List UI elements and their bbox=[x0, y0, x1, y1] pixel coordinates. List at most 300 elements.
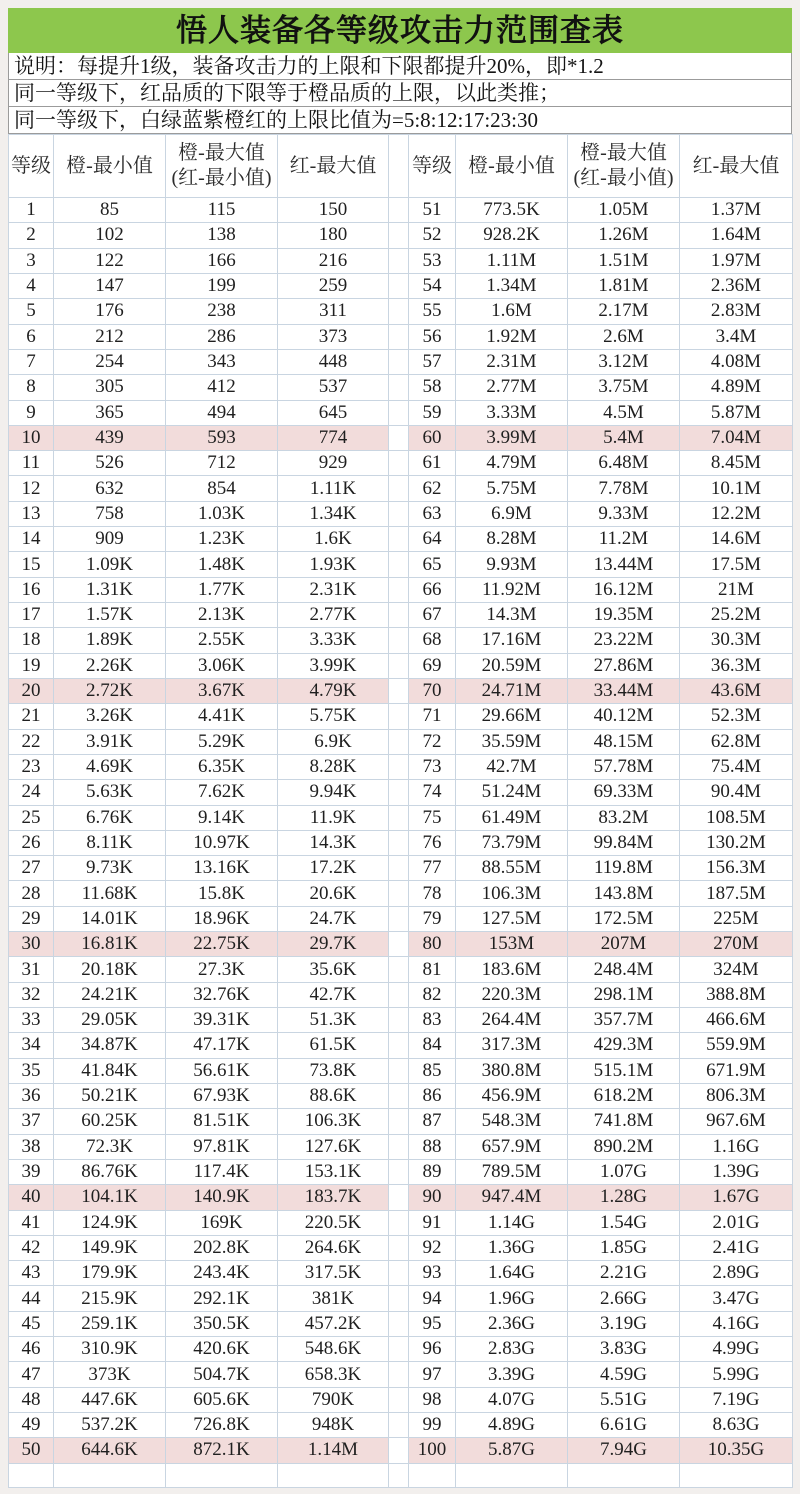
orange-min-cell: 9.93M bbox=[456, 552, 568, 577]
orange-min-cell: 51.24M bbox=[456, 780, 568, 805]
table-row bbox=[9, 1083, 793, 1108]
level-cell: 22 bbox=[9, 729, 54, 754]
orange-min-cell: 16.81K bbox=[54, 932, 166, 957]
gap-cell bbox=[389, 349, 409, 374]
level-cell: 39 bbox=[9, 1159, 54, 1184]
orange-min-cell: 264.4M bbox=[456, 1008, 568, 1033]
red-max-cell: 324M bbox=[680, 957, 793, 982]
orange-max-cell: 1.54G bbox=[568, 1210, 680, 1235]
red-max-cell: 270M bbox=[680, 932, 793, 957]
orange-min-cell: 29.66M bbox=[456, 704, 568, 729]
orange-max-cell: 83.2M bbox=[568, 805, 680, 830]
orange-min-cell: 1.09K bbox=[54, 552, 166, 577]
red-max-cell: 156.3M bbox=[680, 856, 793, 881]
orange-min-cell: 60.25K bbox=[54, 1109, 166, 1134]
orange-max-cell: 143.8M bbox=[568, 881, 680, 906]
red-max-cell: 220.5K bbox=[278, 1210, 389, 1235]
orange-max-cell: 494 bbox=[166, 400, 278, 425]
orange-max-cell: 27.86M bbox=[568, 653, 680, 678]
gap-cell bbox=[389, 1159, 409, 1184]
red-max-cell: 259 bbox=[278, 273, 389, 298]
level-cell: 43 bbox=[9, 1261, 54, 1286]
level-cell: 62 bbox=[409, 476, 456, 501]
gap-cell bbox=[389, 299, 409, 324]
red-max-cell: 2.89G bbox=[680, 1261, 793, 1286]
gap-cell bbox=[389, 1134, 409, 1159]
orange-max-cell: 238 bbox=[166, 299, 278, 324]
red-max-cell: 3.4M bbox=[680, 324, 793, 349]
table-row bbox=[9, 1311, 793, 1336]
orange-max-cell: 1.28G bbox=[568, 1185, 680, 1210]
gap-cell bbox=[389, 653, 409, 678]
header-red-max-right: 红-最大值 bbox=[680, 135, 793, 198]
orange-min-cell: 773.5K bbox=[456, 198, 568, 223]
orange-max-cell: 420.6K bbox=[166, 1337, 278, 1362]
red-max-cell: 948K bbox=[278, 1413, 389, 1438]
red-max-cell: 11.9K bbox=[278, 805, 389, 830]
level-cell: 79 bbox=[409, 906, 456, 931]
red-max-cell: 2.41G bbox=[680, 1235, 793, 1260]
orange-max-cell: 22.75K bbox=[166, 932, 278, 957]
level-cell: 89 bbox=[409, 1159, 456, 1184]
table-row bbox=[9, 349, 793, 374]
orange-max-cell: 872.1K bbox=[166, 1438, 278, 1463]
red-max-cell: 967.6M bbox=[680, 1109, 793, 1134]
orange-max-cell: 1.05M bbox=[568, 198, 680, 223]
orange-max-cell: 67.93K bbox=[166, 1083, 278, 1108]
orange-min-cell: 35.59M bbox=[456, 729, 568, 754]
table-row bbox=[9, 982, 793, 1007]
empty-cell bbox=[456, 1463, 568, 1487]
empty-cell bbox=[9, 1463, 54, 1487]
table-gap-column bbox=[389, 135, 409, 198]
level-cell: 68 bbox=[409, 628, 456, 653]
table-row bbox=[9, 780, 793, 805]
table-row bbox=[9, 805, 793, 830]
red-max-cell: 3.33K bbox=[278, 628, 389, 653]
red-max-cell: 1.14M bbox=[278, 1438, 389, 1463]
orange-min-cell: 439 bbox=[54, 425, 166, 450]
red-max-cell: 43.6M bbox=[680, 678, 793, 703]
gap-cell bbox=[389, 425, 409, 450]
orange-max-cell: 166 bbox=[166, 248, 278, 273]
red-max-cell: 448 bbox=[278, 349, 389, 374]
orange-max-cell: 2.17M bbox=[568, 299, 680, 324]
red-max-cell: 73.8K bbox=[278, 1058, 389, 1083]
gap-cell bbox=[389, 982, 409, 1007]
orange-min-cell: 3.99M bbox=[456, 425, 568, 450]
red-max-cell: 7.04M bbox=[680, 425, 793, 450]
gap-cell bbox=[389, 1083, 409, 1108]
orange-max-cell: 1.81M bbox=[568, 273, 680, 298]
orange-min-cell: 11.68K bbox=[54, 881, 166, 906]
orange-min-cell: 34.87K bbox=[54, 1033, 166, 1058]
header-orange-max-line1: 橙-最大值 bbox=[580, 142, 667, 164]
level-cell: 44 bbox=[9, 1286, 54, 1311]
table-row bbox=[9, 830, 793, 855]
orange-max-cell: 3.83G bbox=[568, 1337, 680, 1362]
red-max-cell: 2.77K bbox=[278, 603, 389, 628]
table-row bbox=[9, 400, 793, 425]
level-cell: 37 bbox=[9, 1109, 54, 1134]
orange-min-cell: 2.26K bbox=[54, 653, 166, 678]
level-cell: 26 bbox=[9, 830, 54, 855]
level-cell: 70 bbox=[409, 678, 456, 703]
red-max-cell: 21M bbox=[680, 577, 793, 602]
note-line-1: 说明：每提升1级，装备攻击力的上限和下限都提升20%，即*1.2 bbox=[8, 53, 792, 80]
orange-max-cell: 854 bbox=[166, 476, 278, 501]
table-row bbox=[9, 1058, 793, 1083]
orange-min-cell: 1.96G bbox=[456, 1286, 568, 1311]
table-row bbox=[9, 577, 793, 602]
orange-min-cell: 124.9K bbox=[54, 1210, 166, 1235]
level-cell: 73 bbox=[409, 754, 456, 779]
gap-cell bbox=[389, 1033, 409, 1058]
red-max-cell: 8.63G bbox=[680, 1413, 793, 1438]
orange-max-cell: 9.33M bbox=[568, 501, 680, 526]
orange-max-cell: 40.12M bbox=[568, 704, 680, 729]
orange-min-cell: 254 bbox=[54, 349, 166, 374]
level-cell: 61 bbox=[409, 451, 456, 476]
level-cell: 100 bbox=[409, 1438, 456, 1463]
header-orange-max-line2: (红-最小值) bbox=[573, 167, 674, 189]
table-row bbox=[9, 957, 793, 982]
empty-cell bbox=[409, 1463, 456, 1487]
level-cell: 84 bbox=[409, 1033, 456, 1058]
orange-max-cell: 2.13K bbox=[166, 603, 278, 628]
level-cell: 88 bbox=[409, 1134, 456, 1159]
table-row bbox=[9, 248, 793, 273]
orange-max-cell: 4.5M bbox=[568, 400, 680, 425]
gap-cell bbox=[389, 1261, 409, 1286]
red-max-cell: 381K bbox=[278, 1286, 389, 1311]
orange-max-cell: 16.12M bbox=[568, 577, 680, 602]
orange-min-cell: 657.9M bbox=[456, 1134, 568, 1159]
table-row bbox=[9, 1413, 793, 1438]
red-max-cell: 5.75K bbox=[278, 704, 389, 729]
orange-max-cell: 5.4M bbox=[568, 425, 680, 450]
gap-cell bbox=[389, 628, 409, 653]
orange-min-cell: 4.79M bbox=[456, 451, 568, 476]
orange-max-cell: 18.96K bbox=[166, 906, 278, 931]
table-row bbox=[9, 273, 793, 298]
orange-min-cell: 1.6M bbox=[456, 299, 568, 324]
level-cell: 20 bbox=[9, 678, 54, 703]
orange-max-cell: 741.8M bbox=[568, 1109, 680, 1134]
level-cell: 53 bbox=[409, 248, 456, 273]
header-orange-min-left: 橙-最小值 bbox=[54, 135, 166, 198]
orange-min-cell: 153M bbox=[456, 932, 568, 957]
level-cell: 32 bbox=[9, 982, 54, 1007]
table-row bbox=[9, 451, 793, 476]
orange-max-cell: 3.75M bbox=[568, 375, 680, 400]
orange-max-cell: 1.48K bbox=[166, 552, 278, 577]
orange-max-cell: 243.4K bbox=[166, 1261, 278, 1286]
level-cell: 55 bbox=[409, 299, 456, 324]
orange-min-cell: 1.36G bbox=[456, 1235, 568, 1260]
table-row bbox=[9, 501, 793, 526]
orange-min-cell: 41.84K bbox=[54, 1058, 166, 1083]
red-max-cell: 2.36M bbox=[680, 273, 793, 298]
note-line-2: 同一等级下，红品质的下限等于橙品质的上限，以此类推； bbox=[8, 80, 792, 107]
red-max-cell: 774 bbox=[278, 425, 389, 450]
level-cell: 90 bbox=[409, 1185, 456, 1210]
orange-max-cell: 2.6M bbox=[568, 324, 680, 349]
level-cell: 76 bbox=[409, 830, 456, 855]
gap-cell bbox=[389, 577, 409, 602]
orange-min-cell: 5.75M bbox=[456, 476, 568, 501]
gap-cell bbox=[389, 1109, 409, 1134]
orange-max-cell: 10.97K bbox=[166, 830, 278, 855]
red-max-cell: 7.19G bbox=[680, 1387, 793, 1412]
red-max-cell: 6.9K bbox=[278, 729, 389, 754]
table-row bbox=[9, 1210, 793, 1235]
red-max-cell: 5.87M bbox=[680, 400, 793, 425]
gap-cell bbox=[389, 729, 409, 754]
table-row bbox=[9, 1134, 793, 1159]
gap-cell bbox=[389, 704, 409, 729]
orange-max-cell: 117.4K bbox=[166, 1159, 278, 1184]
gap-cell bbox=[389, 223, 409, 248]
empty-cell bbox=[568, 1463, 680, 1487]
level-cell: 67 bbox=[409, 603, 456, 628]
level-cell: 57 bbox=[409, 349, 456, 374]
orange-min-cell: 8.11K bbox=[54, 830, 166, 855]
table-row bbox=[9, 678, 793, 703]
gap-cell bbox=[389, 1438, 409, 1463]
level-cell: 81 bbox=[409, 957, 456, 982]
orange-min-cell: 220.3M bbox=[456, 982, 568, 1007]
level-cell: 78 bbox=[409, 881, 456, 906]
red-max-cell: 645 bbox=[278, 400, 389, 425]
orange-min-cell: 104.1K bbox=[54, 1185, 166, 1210]
red-max-cell: 264.6K bbox=[278, 1235, 389, 1260]
orange-max-cell: 292.1K bbox=[166, 1286, 278, 1311]
level-cell: 52 bbox=[409, 223, 456, 248]
orange-min-cell: 14.01K bbox=[54, 906, 166, 931]
orange-min-cell: 215.9K bbox=[54, 1286, 166, 1311]
orange-min-cell: 317.3M bbox=[456, 1033, 568, 1058]
table-row bbox=[9, 881, 793, 906]
header-orange-min-right: 橙-最小值 bbox=[456, 135, 568, 198]
orange-max-cell: 4.41K bbox=[166, 704, 278, 729]
gap-cell bbox=[389, 881, 409, 906]
orange-max-cell: 1.03K bbox=[166, 501, 278, 526]
orange-max-cell: 7.62K bbox=[166, 780, 278, 805]
orange-min-cell: 88.55M bbox=[456, 856, 568, 881]
red-max-cell: 311 bbox=[278, 299, 389, 324]
orange-max-cell: 890.2M bbox=[568, 1134, 680, 1159]
level-cell: 17 bbox=[9, 603, 54, 628]
level-cell: 14 bbox=[9, 527, 54, 552]
level-cell: 93 bbox=[409, 1261, 456, 1286]
red-max-cell: 24.7K bbox=[278, 906, 389, 931]
level-cell: 5 bbox=[9, 299, 54, 324]
orange-min-cell: 29.05K bbox=[54, 1008, 166, 1033]
orange-min-cell: 20.18K bbox=[54, 957, 166, 982]
header-red-max-left: 红-最大值 bbox=[278, 135, 389, 198]
red-max-cell: 180 bbox=[278, 223, 389, 248]
red-max-cell: 671.9M bbox=[680, 1058, 793, 1083]
orange-max-cell: 97.81K bbox=[166, 1134, 278, 1159]
orange-min-cell: 73.79M bbox=[456, 830, 568, 855]
orange-min-cell: 537.2K bbox=[54, 1413, 166, 1438]
attack-power-table bbox=[8, 134, 793, 1488]
orange-min-cell: 17.16M bbox=[456, 628, 568, 653]
table-row bbox=[9, 198, 793, 223]
orange-max-cell: 343 bbox=[166, 349, 278, 374]
red-max-cell: 2.31K bbox=[278, 577, 389, 602]
level-cell: 8 bbox=[9, 375, 54, 400]
orange-max-cell: 140.9K bbox=[166, 1185, 278, 1210]
orange-max-cell: 3.19G bbox=[568, 1311, 680, 1336]
orange-min-cell: 456.9M bbox=[456, 1083, 568, 1108]
red-max-cell: 4.16G bbox=[680, 1311, 793, 1336]
gap-cell bbox=[389, 273, 409, 298]
level-cell: 85 bbox=[409, 1058, 456, 1083]
red-max-cell: 4.99G bbox=[680, 1337, 793, 1362]
orange-max-cell: 3.12M bbox=[568, 349, 680, 374]
level-cell: 1 bbox=[9, 198, 54, 223]
gap-cell bbox=[389, 1311, 409, 1336]
gap-cell bbox=[389, 1210, 409, 1235]
orange-min-cell: 24.21K bbox=[54, 982, 166, 1007]
gap-cell bbox=[389, 603, 409, 628]
orange-max-cell: 4.59G bbox=[568, 1362, 680, 1387]
red-max-cell: 36.3M bbox=[680, 653, 793, 678]
orange-max-cell: 81.51K bbox=[166, 1109, 278, 1134]
table-row bbox=[9, 527, 793, 552]
empty-row bbox=[9, 1463, 793, 1487]
level-cell: 75 bbox=[409, 805, 456, 830]
table-row bbox=[9, 552, 793, 577]
level-cell: 29 bbox=[9, 906, 54, 931]
orange-max-cell: 32.76K bbox=[166, 982, 278, 1007]
orange-min-cell: 106.3M bbox=[456, 881, 568, 906]
red-max-cell: 1.64M bbox=[680, 223, 793, 248]
level-cell: 12 bbox=[9, 476, 54, 501]
orange-min-cell: 1.57K bbox=[54, 603, 166, 628]
orange-min-cell: 61.49M bbox=[456, 805, 568, 830]
level-cell: 30 bbox=[9, 932, 54, 957]
orange-max-cell: 2.55K bbox=[166, 628, 278, 653]
orange-max-cell: 119.8M bbox=[568, 856, 680, 881]
red-max-cell: 317.5K bbox=[278, 1261, 389, 1286]
red-max-cell: 106.3K bbox=[278, 1109, 389, 1134]
table-row bbox=[9, 1008, 793, 1033]
level-cell: 46 bbox=[9, 1337, 54, 1362]
table-row bbox=[9, 729, 793, 754]
orange-min-cell: 6.76K bbox=[54, 805, 166, 830]
red-max-cell: 127.6K bbox=[278, 1134, 389, 1159]
level-cell: 74 bbox=[409, 780, 456, 805]
red-max-cell: 25.2M bbox=[680, 603, 793, 628]
red-max-cell: 1.67G bbox=[680, 1185, 793, 1210]
table-row bbox=[9, 603, 793, 628]
table-row bbox=[9, 1235, 793, 1260]
red-max-cell: 3.99K bbox=[278, 653, 389, 678]
level-cell: 77 bbox=[409, 856, 456, 881]
orange-min-cell: 2.31M bbox=[456, 349, 568, 374]
level-cell: 59 bbox=[409, 400, 456, 425]
orange-min-cell: 72.3K bbox=[54, 1134, 166, 1159]
gap-cell bbox=[389, 957, 409, 982]
orange-min-cell: 1.31K bbox=[54, 577, 166, 602]
red-max-cell: 35.6K bbox=[278, 957, 389, 982]
orange-max-cell: 13.16K bbox=[166, 856, 278, 881]
orange-min-cell: 5.63K bbox=[54, 780, 166, 805]
orange-min-cell: 11.92M bbox=[456, 577, 568, 602]
level-cell: 28 bbox=[9, 881, 54, 906]
level-cell: 7 bbox=[9, 349, 54, 374]
red-max-cell: 61.5K bbox=[278, 1033, 389, 1058]
orange-max-cell: 3.67K bbox=[166, 678, 278, 703]
orange-min-cell: 50.21K bbox=[54, 1083, 166, 1108]
gap-cell bbox=[389, 375, 409, 400]
red-max-cell: 10.1M bbox=[680, 476, 793, 501]
orange-min-cell: 183.6M bbox=[456, 957, 568, 982]
gap-cell bbox=[389, 501, 409, 526]
orange-max-cell: 1.77K bbox=[166, 577, 278, 602]
gap-cell bbox=[389, 1008, 409, 1033]
orange-max-cell: 429.3M bbox=[568, 1033, 680, 1058]
red-max-cell: 790K bbox=[278, 1387, 389, 1412]
red-max-cell: 658.3K bbox=[278, 1362, 389, 1387]
table-row bbox=[9, 1033, 793, 1058]
header-orange-max-line1: 橙-最大值 bbox=[178, 142, 265, 164]
red-max-cell: 62.8M bbox=[680, 729, 793, 754]
orange-max-cell: 593 bbox=[166, 425, 278, 450]
orange-min-cell: 644.6K bbox=[54, 1438, 166, 1463]
red-max-cell: 9.94K bbox=[278, 780, 389, 805]
orange-min-cell: 2.72K bbox=[54, 678, 166, 703]
orange-min-cell: 909 bbox=[54, 527, 166, 552]
level-cell: 21 bbox=[9, 704, 54, 729]
orange-min-cell: 380.8M bbox=[456, 1058, 568, 1083]
orange-max-cell: 69.33M bbox=[568, 780, 680, 805]
gap-cell bbox=[389, 552, 409, 577]
level-cell: 87 bbox=[409, 1109, 456, 1134]
orange-min-cell: 212 bbox=[54, 324, 166, 349]
gap-cell bbox=[389, 527, 409, 552]
red-max-cell: 153.1K bbox=[278, 1159, 389, 1184]
red-max-cell: 52.3M bbox=[680, 704, 793, 729]
table-row bbox=[9, 628, 793, 653]
red-max-cell: 183.7K bbox=[278, 1185, 389, 1210]
gap-cell bbox=[389, 198, 409, 223]
table-row bbox=[9, 932, 793, 957]
orange-max-cell: 6.48M bbox=[568, 451, 680, 476]
level-cell: 54 bbox=[409, 273, 456, 298]
orange-min-cell: 149.9K bbox=[54, 1235, 166, 1260]
orange-min-cell: 24.71M bbox=[456, 678, 568, 703]
orange-max-cell: 27.3K bbox=[166, 957, 278, 982]
gap-cell bbox=[389, 1413, 409, 1438]
level-cell: 65 bbox=[409, 552, 456, 577]
level-cell: 50 bbox=[9, 1438, 54, 1463]
table-row bbox=[9, 375, 793, 400]
orange-max-cell: 99.84M bbox=[568, 830, 680, 855]
gap-cell bbox=[389, 830, 409, 855]
red-max-cell: 1.37M bbox=[680, 198, 793, 223]
level-cell: 15 bbox=[9, 552, 54, 577]
table-row bbox=[9, 906, 793, 931]
gap-cell bbox=[389, 1362, 409, 1387]
header-level-left: 等级 bbox=[9, 135, 54, 198]
red-max-cell: 42.7K bbox=[278, 982, 389, 1007]
orange-min-cell: 373K bbox=[54, 1362, 166, 1387]
gap-cell bbox=[389, 400, 409, 425]
